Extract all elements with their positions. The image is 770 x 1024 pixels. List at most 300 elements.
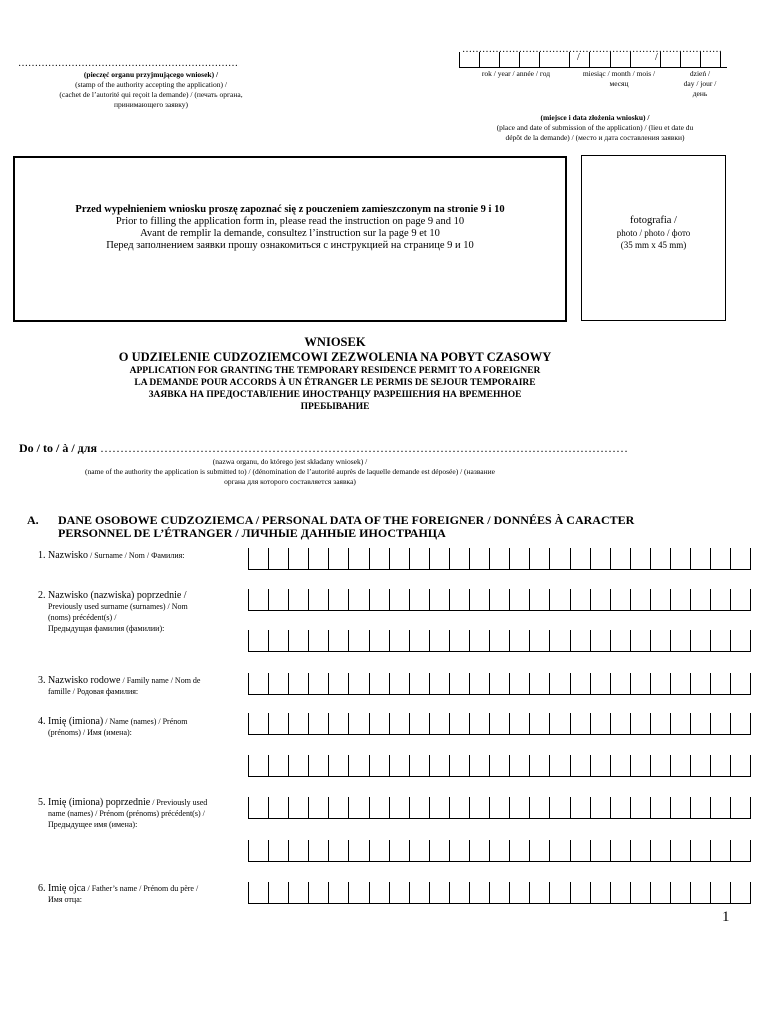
- stamp-caption: [18, 70, 284, 110]
- char-cell[interactable]: [390, 713, 410, 734]
- stamp-dotted-line[interactable]: …………………………………………………………: [18, 58, 238, 69]
- char-cell[interactable]: [470, 630, 490, 651]
- char-cell[interactable]: [571, 797, 591, 818]
- char-cell[interactable]: [510, 797, 530, 818]
- char-cell[interactable]: [450, 797, 470, 818]
- char-cell[interactable]: [450, 840, 470, 861]
- family-name-cells[interactable]: [248, 673, 751, 695]
- day-label-2: day / jour /: [683, 79, 717, 88]
- char-cell[interactable]: [329, 548, 349, 569]
- char-cell[interactable]: [571, 630, 591, 651]
- char-cell[interactable]: [631, 882, 651, 903]
- previous-surname-cells-1[interactable]: [248, 589, 751, 611]
- char-cell[interactable]: [550, 755, 570, 776]
- char-cell[interactable]: [269, 797, 289, 818]
- char-cell[interactable]: [490, 673, 510, 694]
- authority-caption-pl: (nazwa organu, do którego jest składany wniosek) /: [212, 457, 368, 466]
- char-cell[interactable]: [370, 840, 390, 861]
- char-cell[interactable]: [309, 882, 329, 903]
- char-cell[interactable]: [410, 630, 430, 651]
- char-cell[interactable]: [470, 589, 490, 610]
- char-cell[interactable]: [490, 755, 510, 776]
- char-cell[interactable]: [651, 882, 671, 903]
- char-cell[interactable]: [370, 797, 390, 818]
- prev-surname-l2: Previously used surname (surnames) / Nom: [48, 602, 188, 611]
- instruction-fr: Avant de remplir la demande, consultez l’instruction sur la page 9 et 10: [140, 228, 440, 239]
- char-cell[interactable]: [691, 713, 711, 734]
- char-cell[interactable]: [530, 630, 550, 651]
- prev-name-l3: Предыдущее имя (имена):: [48, 820, 138, 829]
- char-cell[interactable]: [329, 755, 349, 776]
- char-cell[interactable]: [530, 797, 550, 818]
- char-cell[interactable]: [490, 840, 510, 861]
- char-cell[interactable]: [470, 713, 490, 734]
- char-cell[interactable]: [671, 713, 691, 734]
- char-cell[interactable]: [329, 882, 349, 903]
- char-cell[interactable]: [651, 673, 671, 694]
- previous-name-cells-2[interactable]: [248, 840, 751, 862]
- char-cell[interactable]: [289, 882, 309, 903]
- place-caption: [450, 113, 740, 143]
- char-cell[interactable]: [550, 713, 570, 734]
- char-cell[interactable]: [550, 630, 570, 651]
- char-cell[interactable]: [450, 589, 470, 610]
- char-cell[interactable]: [691, 673, 711, 694]
- title-ru: ЗАЯВКА НА ПРЕДОСТАВЛЕНИЕ ИНОСТРАНЦУ РАЗРЕШЕНИЯ НА ВРЕМЕННОЕ: [148, 390, 522, 400]
- char-cell[interactable]: [711, 630, 731, 651]
- char-cell[interactable]: [510, 882, 530, 903]
- name-rest: / Name (names) / Prénom: [103, 717, 188, 726]
- char-cell[interactable]: [530, 882, 550, 903]
- title-ru-2: ПРЕБЫВАНИЕ: [300, 402, 370, 412]
- char-cell[interactable]: [390, 548, 410, 569]
- char-cell[interactable]: [591, 673, 611, 694]
- char-cell[interactable]: [329, 840, 349, 861]
- char-cell[interactable]: [530, 713, 550, 734]
- char-cell[interactable]: [571, 589, 591, 610]
- char-cell[interactable]: [550, 882, 570, 903]
- photo-caption-1: fotografia /: [630, 215, 677, 226]
- char-cell[interactable]: [390, 630, 410, 651]
- char-cell[interactable]: [731, 713, 751, 734]
- char-cell[interactable]: [591, 882, 611, 903]
- char-cell[interactable]: [711, 548, 731, 569]
- char-cell[interactable]: [571, 713, 591, 734]
- char-cell[interactable]: [430, 882, 450, 903]
- char-cell[interactable]: [731, 797, 751, 818]
- char-cell[interactable]: [450, 630, 470, 651]
- char-cell[interactable]: [249, 713, 269, 734]
- section-letter: A.: [27, 513, 39, 527]
- day-label-3: день: [692, 89, 708, 98]
- char-cell[interactable]: [651, 840, 671, 861]
- char-cell[interactable]: [349, 630, 369, 651]
- father-name-l2: Имя отца:: [48, 895, 82, 904]
- char-cell[interactable]: [550, 840, 570, 861]
- surname-label: [38, 550, 185, 561]
- page-number: 1: [722, 909, 730, 925]
- char-cell[interactable]: [349, 882, 369, 903]
- char-cell[interactable]: [370, 882, 390, 903]
- char-cell[interactable]: [289, 673, 309, 694]
- surname-label-rest: / Surname / Nom / Фамилия:: [88, 551, 185, 560]
- photo-size: (35 mm x 45 mm): [620, 240, 687, 250]
- date-cells[interactable]: [459, 52, 727, 68]
- char-cell[interactable]: [591, 589, 611, 610]
- char-cell[interactable]: [731, 630, 751, 651]
- char-cell[interactable]: [470, 797, 490, 818]
- char-cell[interactable]: [309, 713, 329, 734]
- char-cell[interactable]: [430, 755, 450, 776]
- char-cell[interactable]: [631, 755, 651, 776]
- instruction-box: [13, 156, 567, 322]
- char-cell[interactable]: [691, 797, 711, 818]
- char-cell[interactable]: [430, 589, 450, 610]
- char-cell[interactable]: [390, 840, 410, 861]
- family-name-main: 3. Nazwisko rodowe: [38, 675, 121, 686]
- char-cell[interactable]: [450, 882, 470, 903]
- char-cell[interactable]: [329, 630, 349, 651]
- char-cell[interactable]: [289, 548, 309, 569]
- char-cell[interactable]: [269, 630, 289, 651]
- char-cell[interactable]: [611, 673, 631, 694]
- char-cell[interactable]: [691, 882, 711, 903]
- char-cell[interactable]: [591, 630, 611, 651]
- char-cell[interactable]: [450, 548, 470, 569]
- father-name-rest: / Father’s name / Prénom du père /: [85, 884, 199, 893]
- char-cell[interactable]: [249, 673, 269, 694]
- photo-box[interactable]: [581, 155, 726, 321]
- char-cell[interactable]: [490, 548, 510, 569]
- char-cell[interactable]: [249, 840, 269, 861]
- char-cell[interactable]: [249, 882, 269, 903]
- char-cell[interactable]: [410, 882, 430, 903]
- stamp-caption-pl: (pieczęć organu przyjmującego wniosek) /: [83, 70, 219, 79]
- char-cell[interactable]: [249, 755, 269, 776]
- title-wniosek: WNIOSEK: [304, 335, 366, 349]
- family-name-rest: / Family name / Nom de: [120, 676, 201, 685]
- char-cell[interactable]: [611, 797, 631, 818]
- char-cell[interactable]: [430, 630, 450, 651]
- char-cell[interactable]: [510, 548, 530, 569]
- char-cell[interactable]: [249, 548, 269, 569]
- char-cell[interactable]: [470, 673, 490, 694]
- char-cell[interactable]: [651, 713, 671, 734]
- instruction-en: Prior to filling the application form in, please read the instruction on page 9 and 10: [115, 216, 465, 227]
- date-slash-1: /: [577, 52, 580, 63]
- char-cell[interactable]: [430, 713, 450, 734]
- char-cell[interactable]: [530, 589, 550, 610]
- char-cell[interactable]: [631, 713, 651, 734]
- char-cell[interactable]: [510, 589, 530, 610]
- char-cell[interactable]: [611, 589, 631, 610]
- month-label-1: miesiąc / month / mois /: [582, 69, 656, 78]
- char-cell[interactable]: [731, 589, 751, 610]
- char-cell[interactable]: [611, 630, 631, 651]
- char-cell[interactable]: [289, 755, 309, 776]
- char-cell[interactable]: [370, 589, 390, 610]
- char-cell[interactable]: [671, 630, 691, 651]
- char-cell[interactable]: [731, 755, 751, 776]
- month-label: [571, 69, 667, 89]
- char-cell[interactable]: [711, 713, 731, 734]
- char-cell[interactable]: [530, 673, 550, 694]
- char-cell[interactable]: [530, 548, 550, 569]
- char-cell[interactable]: [410, 755, 430, 776]
- section-heading-1: DANE OSOBOWE CUDZOZIEMCA / PERSONAL DATA OF THE FOREIGNER / DONNÉES À CARACTER: [58, 513, 635, 527]
- char-cell[interactable]: [671, 548, 691, 569]
- char-cell[interactable]: [611, 755, 631, 776]
- char-cell[interactable]: [349, 713, 369, 734]
- char-cell[interactable]: [309, 797, 329, 818]
- month-label-2: месяц: [609, 79, 629, 88]
- char-cell[interactable]: [671, 797, 691, 818]
- char-cell[interactable]: [289, 797, 309, 818]
- char-cell[interactable]: [309, 589, 329, 610]
- char-cell[interactable]: [289, 630, 309, 651]
- char-cell[interactable]: [691, 755, 711, 776]
- char-cell[interactable]: [490, 797, 510, 818]
- char-cell[interactable]: [711, 755, 731, 776]
- char-cell[interactable]: [390, 589, 410, 610]
- photo-caption: [582, 214, 725, 251]
- char-cell[interactable]: [370, 630, 390, 651]
- char-cell[interactable]: [269, 548, 289, 569]
- form-title: [40, 335, 630, 413]
- char-cell[interactable]: [470, 755, 490, 776]
- char-cell[interactable]: [490, 713, 510, 734]
- previous-name-label: [38, 797, 243, 830]
- char-cell[interactable]: [390, 797, 410, 818]
- char-cell[interactable]: [370, 548, 390, 569]
- char-cell[interactable]: [289, 589, 309, 610]
- surname-cells[interactable]: [248, 548, 751, 570]
- char-cell[interactable]: [671, 673, 691, 694]
- char-cell[interactable]: [691, 840, 711, 861]
- prev-name-l2: name (names) / Prénom (prénoms) précédent(s) /: [48, 809, 205, 818]
- char-cell[interactable]: [269, 673, 289, 694]
- char-cell[interactable]: [611, 882, 631, 903]
- char-cell[interactable]: [530, 755, 550, 776]
- char-cell[interactable]: [631, 840, 651, 861]
- char-cell[interactable]: [591, 797, 611, 818]
- char-cell[interactable]: [671, 840, 691, 861]
- char-cell[interactable]: [249, 589, 269, 610]
- char-cell[interactable]: [329, 673, 349, 694]
- char-cell[interactable]: [591, 548, 611, 569]
- char-cell[interactable]: [571, 548, 591, 569]
- authority-dots: ……………………………………………………………………………………………………………………: [99, 441, 628, 455]
- name-cells-1[interactable]: [248, 713, 751, 735]
- char-cell[interactable]: [450, 713, 470, 734]
- char-cell[interactable]: [631, 589, 651, 610]
- char-cell[interactable]: [349, 797, 369, 818]
- char-cell[interactable]: [430, 797, 450, 818]
- char-cell[interactable]: [450, 673, 470, 694]
- char-cell[interactable]: [269, 755, 289, 776]
- char-cell[interactable]: [631, 548, 651, 569]
- stamp-caption-ru: принимающего заявку): [113, 100, 189, 109]
- place-caption-en: (place and date of submission of the application) / (lieu et date du: [496, 123, 694, 132]
- prev-surname-l3: (noms) précédent(s) /: [48, 613, 117, 622]
- char-cell[interactable]: [410, 589, 430, 610]
- char-cell[interactable]: [731, 840, 751, 861]
- char-cell[interactable]: [269, 589, 289, 610]
- char-cell[interactable]: [651, 797, 671, 818]
- char-cell[interactable]: [591, 840, 611, 861]
- char-cell[interactable]: [349, 589, 369, 610]
- char-cell[interactable]: [370, 755, 390, 776]
- char-cell[interactable]: [329, 713, 349, 734]
- stamp-caption-fr: (cachet de l’autorité qui reçoit la demande) / (печать органа,: [59, 90, 243, 99]
- char-cell[interactable]: [731, 673, 751, 694]
- char-cell[interactable]: [651, 589, 671, 610]
- authority-caption-en: (name of the authority the application is submitted to) / (dénomination de l’autorité auprès de laquelle demande est déposée) / (название: [85, 467, 495, 476]
- char-cell[interactable]: [651, 548, 671, 569]
- char-cell[interactable]: [651, 630, 671, 651]
- char-cell[interactable]: [309, 630, 329, 651]
- char-cell[interactable]: [430, 548, 450, 569]
- char-cell[interactable]: [510, 840, 530, 861]
- char-cell[interactable]: [410, 797, 430, 818]
- char-cell[interactable]: [410, 673, 430, 694]
- char-cell[interactable]: [611, 713, 631, 734]
- instruction-pl: Przed wypełnieniem wniosku proszę zapoznać się z pouczeniem zamieszczonym na stronie 9 i 10: [75, 204, 505, 215]
- father-name-main: 6. Imię ojca: [38, 883, 86, 894]
- char-cell[interactable]: [370, 673, 390, 694]
- char-cell[interactable]: [470, 840, 490, 861]
- authority-caption: [14, 457, 566, 487]
- char-cell[interactable]: [490, 589, 510, 610]
- title-fr: LA DEMANDE POUR ACCORDS À UN ÉTRANGER LE PERMIS DE SEJOUR TEMPORAIRE: [134, 378, 536, 388]
- char-cell[interactable]: [370, 713, 390, 734]
- char-cell[interactable]: [329, 589, 349, 610]
- char-cell[interactable]: [711, 840, 731, 861]
- char-cell[interactable]: [691, 589, 711, 610]
- char-cell[interactable]: [571, 840, 591, 861]
- stamp-caption-en: (stamp of the authority accepting the application) /: [75, 80, 227, 89]
- char-cell[interactable]: [309, 840, 329, 861]
- prev-surname-l4: Предыдущая фамилия (фамилии):: [48, 624, 165, 633]
- char-cell[interactable]: [530, 840, 550, 861]
- char-cell[interactable]: [309, 548, 329, 569]
- previous-surname-cells-2[interactable]: [248, 630, 751, 652]
- char-cell[interactable]: [329, 797, 349, 818]
- char-cell[interactable]: [289, 840, 309, 861]
- char-cell[interactable]: [671, 755, 691, 776]
- char-cell[interactable]: [571, 882, 591, 903]
- authority-caption-ru: органа для которого составляется заявка): [224, 477, 356, 486]
- char-cell[interactable]: [711, 673, 731, 694]
- char-cell[interactable]: [550, 673, 570, 694]
- char-cell[interactable]: [510, 673, 530, 694]
- char-cell[interactable]: [430, 673, 450, 694]
- char-cell[interactable]: [671, 882, 691, 903]
- char-cell[interactable]: [550, 548, 570, 569]
- char-cell[interactable]: [631, 673, 651, 694]
- name-main: 4. Imię (imiona): [38, 716, 104, 727]
- char-cell[interactable]: [349, 755, 369, 776]
- char-cell[interactable]: [711, 797, 731, 818]
- day-label-1: dzień /: [689, 69, 711, 78]
- char-cell[interactable]: [470, 548, 490, 569]
- char-cell[interactable]: [550, 797, 570, 818]
- char-cell[interactable]: [591, 755, 611, 776]
- char-cell[interactable]: [731, 548, 751, 569]
- char-cell[interactable]: [390, 673, 410, 694]
- char-cell[interactable]: [450, 755, 470, 776]
- place-caption-pl: (miejsce i data złożenia wniosku) /: [540, 113, 650, 122]
- char-cell[interactable]: [289, 713, 309, 734]
- char-cell[interactable]: [571, 673, 591, 694]
- char-cell[interactable]: [510, 755, 530, 776]
- char-cell[interactable]: [490, 630, 510, 651]
- char-cell[interactable]: [691, 548, 711, 569]
- name-cells-2[interactable]: [248, 755, 751, 777]
- char-cell[interactable]: [390, 755, 410, 776]
- year-label: rok / year / année / год: [481, 69, 551, 78]
- char-cell[interactable]: [631, 630, 651, 651]
- char-cell[interactable]: [390, 882, 410, 903]
- char-cell[interactable]: [249, 630, 269, 651]
- name-l2: (prénoms) / Имя (имена):: [48, 728, 132, 737]
- name-label: [38, 716, 187, 738]
- char-cell[interactable]: [249, 797, 269, 818]
- char-cell[interactable]: [410, 548, 430, 569]
- char-cell[interactable]: [691, 630, 711, 651]
- father-name-label: [38, 883, 243, 905]
- day-label: [672, 69, 728, 99]
- char-cell[interactable]: [349, 673, 369, 694]
- char-cell[interactable]: [269, 713, 289, 734]
- char-cell[interactable]: [651, 755, 671, 776]
- char-cell[interactable]: [510, 630, 530, 651]
- char-cell[interactable]: [591, 713, 611, 734]
- char-cell[interactable]: [731, 882, 751, 903]
- char-cell[interactable]: [631, 797, 651, 818]
- family-name-label: [38, 675, 200, 697]
- authority-line[interactable]: [19, 441, 628, 456]
- char-cell[interactable]: [470, 882, 490, 903]
- previous-name-cells-1[interactable]: [248, 797, 751, 819]
- char-cell[interactable]: [410, 713, 430, 734]
- char-cell[interactable]: [550, 589, 570, 610]
- char-cell[interactable]: [309, 673, 329, 694]
- father-name-cells[interactable]: [248, 882, 751, 904]
- char-cell[interactable]: [309, 755, 329, 776]
- char-cell[interactable]: [349, 548, 369, 569]
- surname-label-main: 1. Nazwisko: [38, 550, 88, 561]
- char-cell[interactable]: [410, 840, 430, 861]
- char-cell[interactable]: [611, 548, 631, 569]
- prev-name-rest: / Previously used: [150, 798, 208, 807]
- title-pl: O UDZIELENIE CUDZOZIEMCOWI ZEZWOLENIA NA POBYT CZASOWY: [118, 350, 552, 364]
- char-cell[interactable]: [671, 589, 691, 610]
- char-cell[interactable]: [269, 882, 289, 903]
- place-dotted-line[interactable]: ……………………………………………………………………: [462, 44, 722, 55]
- authority-label: Do / to / à / для: [19, 441, 97, 455]
- char-cell[interactable]: [711, 589, 731, 610]
- char-cell[interactable]: [571, 755, 591, 776]
- char-cell[interactable]: [510, 713, 530, 734]
- section-a-heading: [58, 514, 758, 540]
- char-cell[interactable]: [611, 840, 631, 861]
- char-cell[interactable]: [349, 840, 369, 861]
- char-cell[interactable]: [711, 882, 731, 903]
- char-cell[interactable]: [269, 840, 289, 861]
- char-cell[interactable]: [430, 840, 450, 861]
- char-cell[interactable]: [490, 882, 510, 903]
